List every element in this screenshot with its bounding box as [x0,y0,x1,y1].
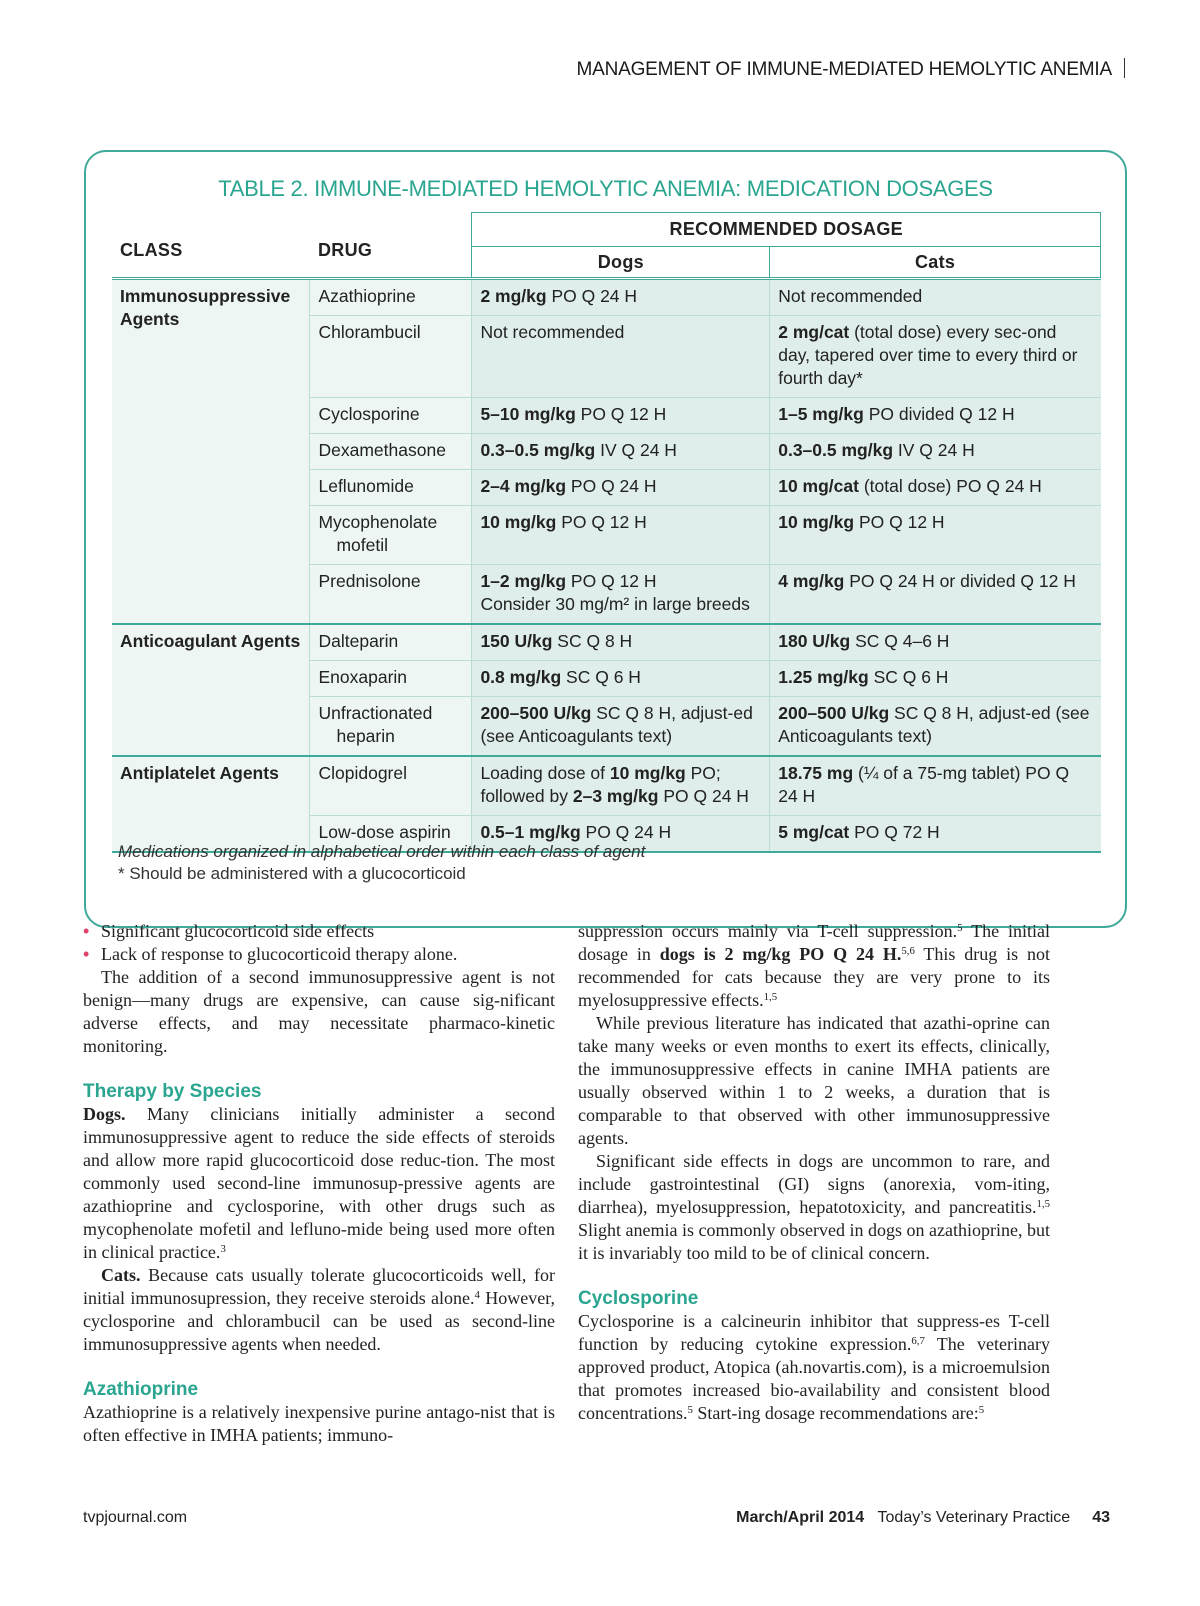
dogs-dosage-cell: 0.8 mg/kg SC Q 6 H [472,661,770,697]
paragraph: Significant side effects in dogs are uncommon to rare, and include gastrointestinal (GI) signs (anorexia, vom-iting, diarrhea), myelosuppression, hepatotoxicity, and pancreatitis.$^{1,5}$ Slight anemia is commonly observed in dogs on azathioprine, but it is invariably too mild to be of clinical concern. [578,1151,1050,1263]
dogs-dosage-cell: 10 mg/kg PO Q 12 H [472,506,770,565]
dogs-dosage-cell: 150 U/kg SC Q 8 H [472,624,770,661]
cats-dosage-cell: 10 mg/kg PO Q 12 H [770,506,1101,565]
footer-site: tvpjournal.com [83,1509,188,1526]
paragraph-cyclosporine: Cyclosporine is a calcineurin inhibitor that suppress-es T-cell function by reducing cytokine expression.$^{6,7}$ The veterinary approved product, Atopica (ah.novartis.com), is a microemulsion that promotes increased bio-availability and consistent blood concentrations.$^5$ Start-ing dosage recommendations are:$^5$ [578,1311,1050,1423]
table-footnote-order: Medications organized in alphabetical order within each class of agent [118,842,646,861]
cats-dosage-cell: 0.3–0.5 mg/kg IV Q 24 H [770,434,1101,470]
dogs-dosage-cell: 2 mg/kg PO Q 24 H [472,279,770,316]
dogs-dosage-cell: 0.5–1 mg/kg PO Q 24 H [472,816,770,853]
column-header-cats: Cats [770,247,1101,279]
paragraph-cats: Cats. Because cats usually tolerate glucocorticoids well, for initial immunosupression, they receive steroids alone.$^4$ However, cyclosporine and chlorambucil can be used as second-line immunosuppressive agents when needed. [83,1265,555,1354]
paragraph-azathioprine: Azathioprine is a relatively inexpensive purine antago-nist that is often effective in IMHA patients; immuno- [83,1402,555,1445]
cats-dosage-cell: 10 mg/cat (total dose) PO Q 24 H [770,470,1101,506]
bullet-icon: • [83,944,90,964]
column-header-dogs: Dogs [472,247,770,279]
table-footnote-asterisk: * Should be administered with a glucocorticoid [118,864,466,883]
class-cell: Immunosuppressive Agents [112,279,310,625]
bullet-icon: • [83,921,90,941]
footer-issue-info [0,1509,1110,1527]
paragraph: While previous literature has indicated that azathi-oprine can take many weeks or even months to exert its effects, clinically, the immunosuppressive effects in canine IMHA patients are usually observed within 1 to 2 weeks, a duration that is comparable to that observed with other immunosuppressive agents. [578,1013,1050,1148]
dogs-dosage-cell: 5–10 mg/kg PO Q 12 H [472,398,770,434]
column-header-recommended: RECOMMENDED DOSAGE [472,213,1101,247]
drug-cell: Chlorambucil [310,316,472,398]
paragraph: suppression occurs mainly via T-cell suppression.$^5$ The initial dosage in dogs is 2 mg/kg PO Q 24 H.$^{5,6}$ This drug is not recommended for cats because they are very prone to its myelosuppressive effects.$^{1,5}$ [578,921,1051,1010]
drug-cell: Enoxaparin [310,661,472,697]
column-header-class: CLASS [112,213,310,279]
cats-dosage-cell: 1–5 mg/kg PO divided Q 12 H [770,398,1101,434]
drug-cell: Azathioprine [310,279,472,316]
table-row [112,756,1101,816]
table-row [112,279,1101,316]
footer-issue: March/April 2014 [736,1509,865,1526]
body-column-right [578,920,1050,1425]
drug-cell: Mycophenolate mofetil [310,506,472,565]
class-cell: Antiplatelet Agents [112,756,310,852]
cats-dosage-cell: 200–500 U/kg SC Q 8 H, adjust-ed (see Anticoagulants text) [770,697,1101,757]
table-row [112,624,1101,661]
drug-cell: Cyclosporine [310,398,472,434]
drug-cell: Dexamethasone [310,434,472,470]
table-header-row [112,213,1101,247]
dogs-dosage-cell: Not recommended [472,316,770,398]
drug-cell: Prednisolone [310,565,472,625]
dogs-dosage-cell: 2–4 mg/kg PO Q 24 H [472,470,770,506]
cats-dosage-cell: 1.25 mg/kg SC Q 6 H [770,661,1101,697]
list-item: • Significant glucocorticoid side effects [83,921,375,941]
class-cell: Anticoagulant Agents [112,624,310,756]
running-header [0,58,1125,81]
dogs-dosage-cell: 200–500 U/kg SC Q 8 H, adjust-ed (see Anticoagulants text) [472,697,770,757]
header-divider [1124,58,1125,78]
dogs-dosage-cell: 1–2 mg/kg PO Q 12 H Consider 30 mg/m² in large breeds [472,565,770,625]
section-heading-cyclosporine: Cyclosporine [578,1288,699,1309]
drug-cell: Clopidogrel [310,756,472,816]
page-number: 43 [1092,1509,1110,1526]
section-heading-azathioprine: Azathioprine [83,1379,199,1400]
drug-cell: Dalteparin [310,624,472,661]
column-header-drug: DRUG [310,213,472,279]
paragraph: The addition of a second immunosuppressive agent is not benign—many drugs are expensive, can cause sig-nificant adverse effects, and may necessitate pharmaco-kinetic monitoring. [83,967,555,1056]
drug-cell: Unfractionated heparin [310,697,472,757]
running-title: MANAGEMENT OF IMMUNE-MEDIATED HEMOLYTIC ANEMIA [576,59,1112,80]
cats-dosage-cell: 5 mg/cat PO Q 72 H [770,816,1101,853]
list-item: • Lack of response to glucocorticoid therapy alone. [83,944,458,964]
paragraph-dogs: Dogs. Many clinicians initially administer a second immunosuppressive agent to reduce the side effects of steroids and allow more rapid glucocorticoid dose reduc-tion. The most commonly used second-line immunosup-pressive agents are azathioprine and cyclosporine, with other drugs such as mycophenolate mofetil and lefluno-mide being used more often in clinical practice.$^3$ [83,1104,555,1262]
table-title: TABLE 2. IMMUNE-MEDIATED HEMOLYTIC ANEMIA: MEDICATION DOSAGES [218,176,993,201]
cats-dosage-cell: 18.75 mg (¼ of a 75-mg tablet) PO Q 24 H [770,756,1101,816]
dogs-dosage-cell: Loading dose of 10 mg/kg PO; followed by 2–3 mg/kg PO Q 24 H [472,756,770,816]
cats-dosage-cell: Not recommended [770,279,1101,316]
dosage-table [112,212,1101,853]
body-column-left [83,920,555,1447]
cats-dosage-cell: 4 mg/kg PO Q 24 H or divided Q 12 H [770,565,1101,625]
cats-dosage-cell: 2 mg/cat (total dose) every sec-ond day, tapered over time to every third or fourth day* [770,316,1101,398]
dogs-dosage-cell: 0.3–0.5 mg/kg IV Q 24 H [472,434,770,470]
table-panel [84,150,1127,928]
section-heading-species: Therapy by Species [83,1081,262,1102]
footer-journal: Today’s Veterinary Practice [877,1509,1071,1526]
drug-cell: Low-dose aspirin [310,816,472,853]
cats-dosage-cell: 180 U/kg SC Q 4–6 H [770,624,1101,661]
drug-cell: Leflunomide [310,470,472,506]
